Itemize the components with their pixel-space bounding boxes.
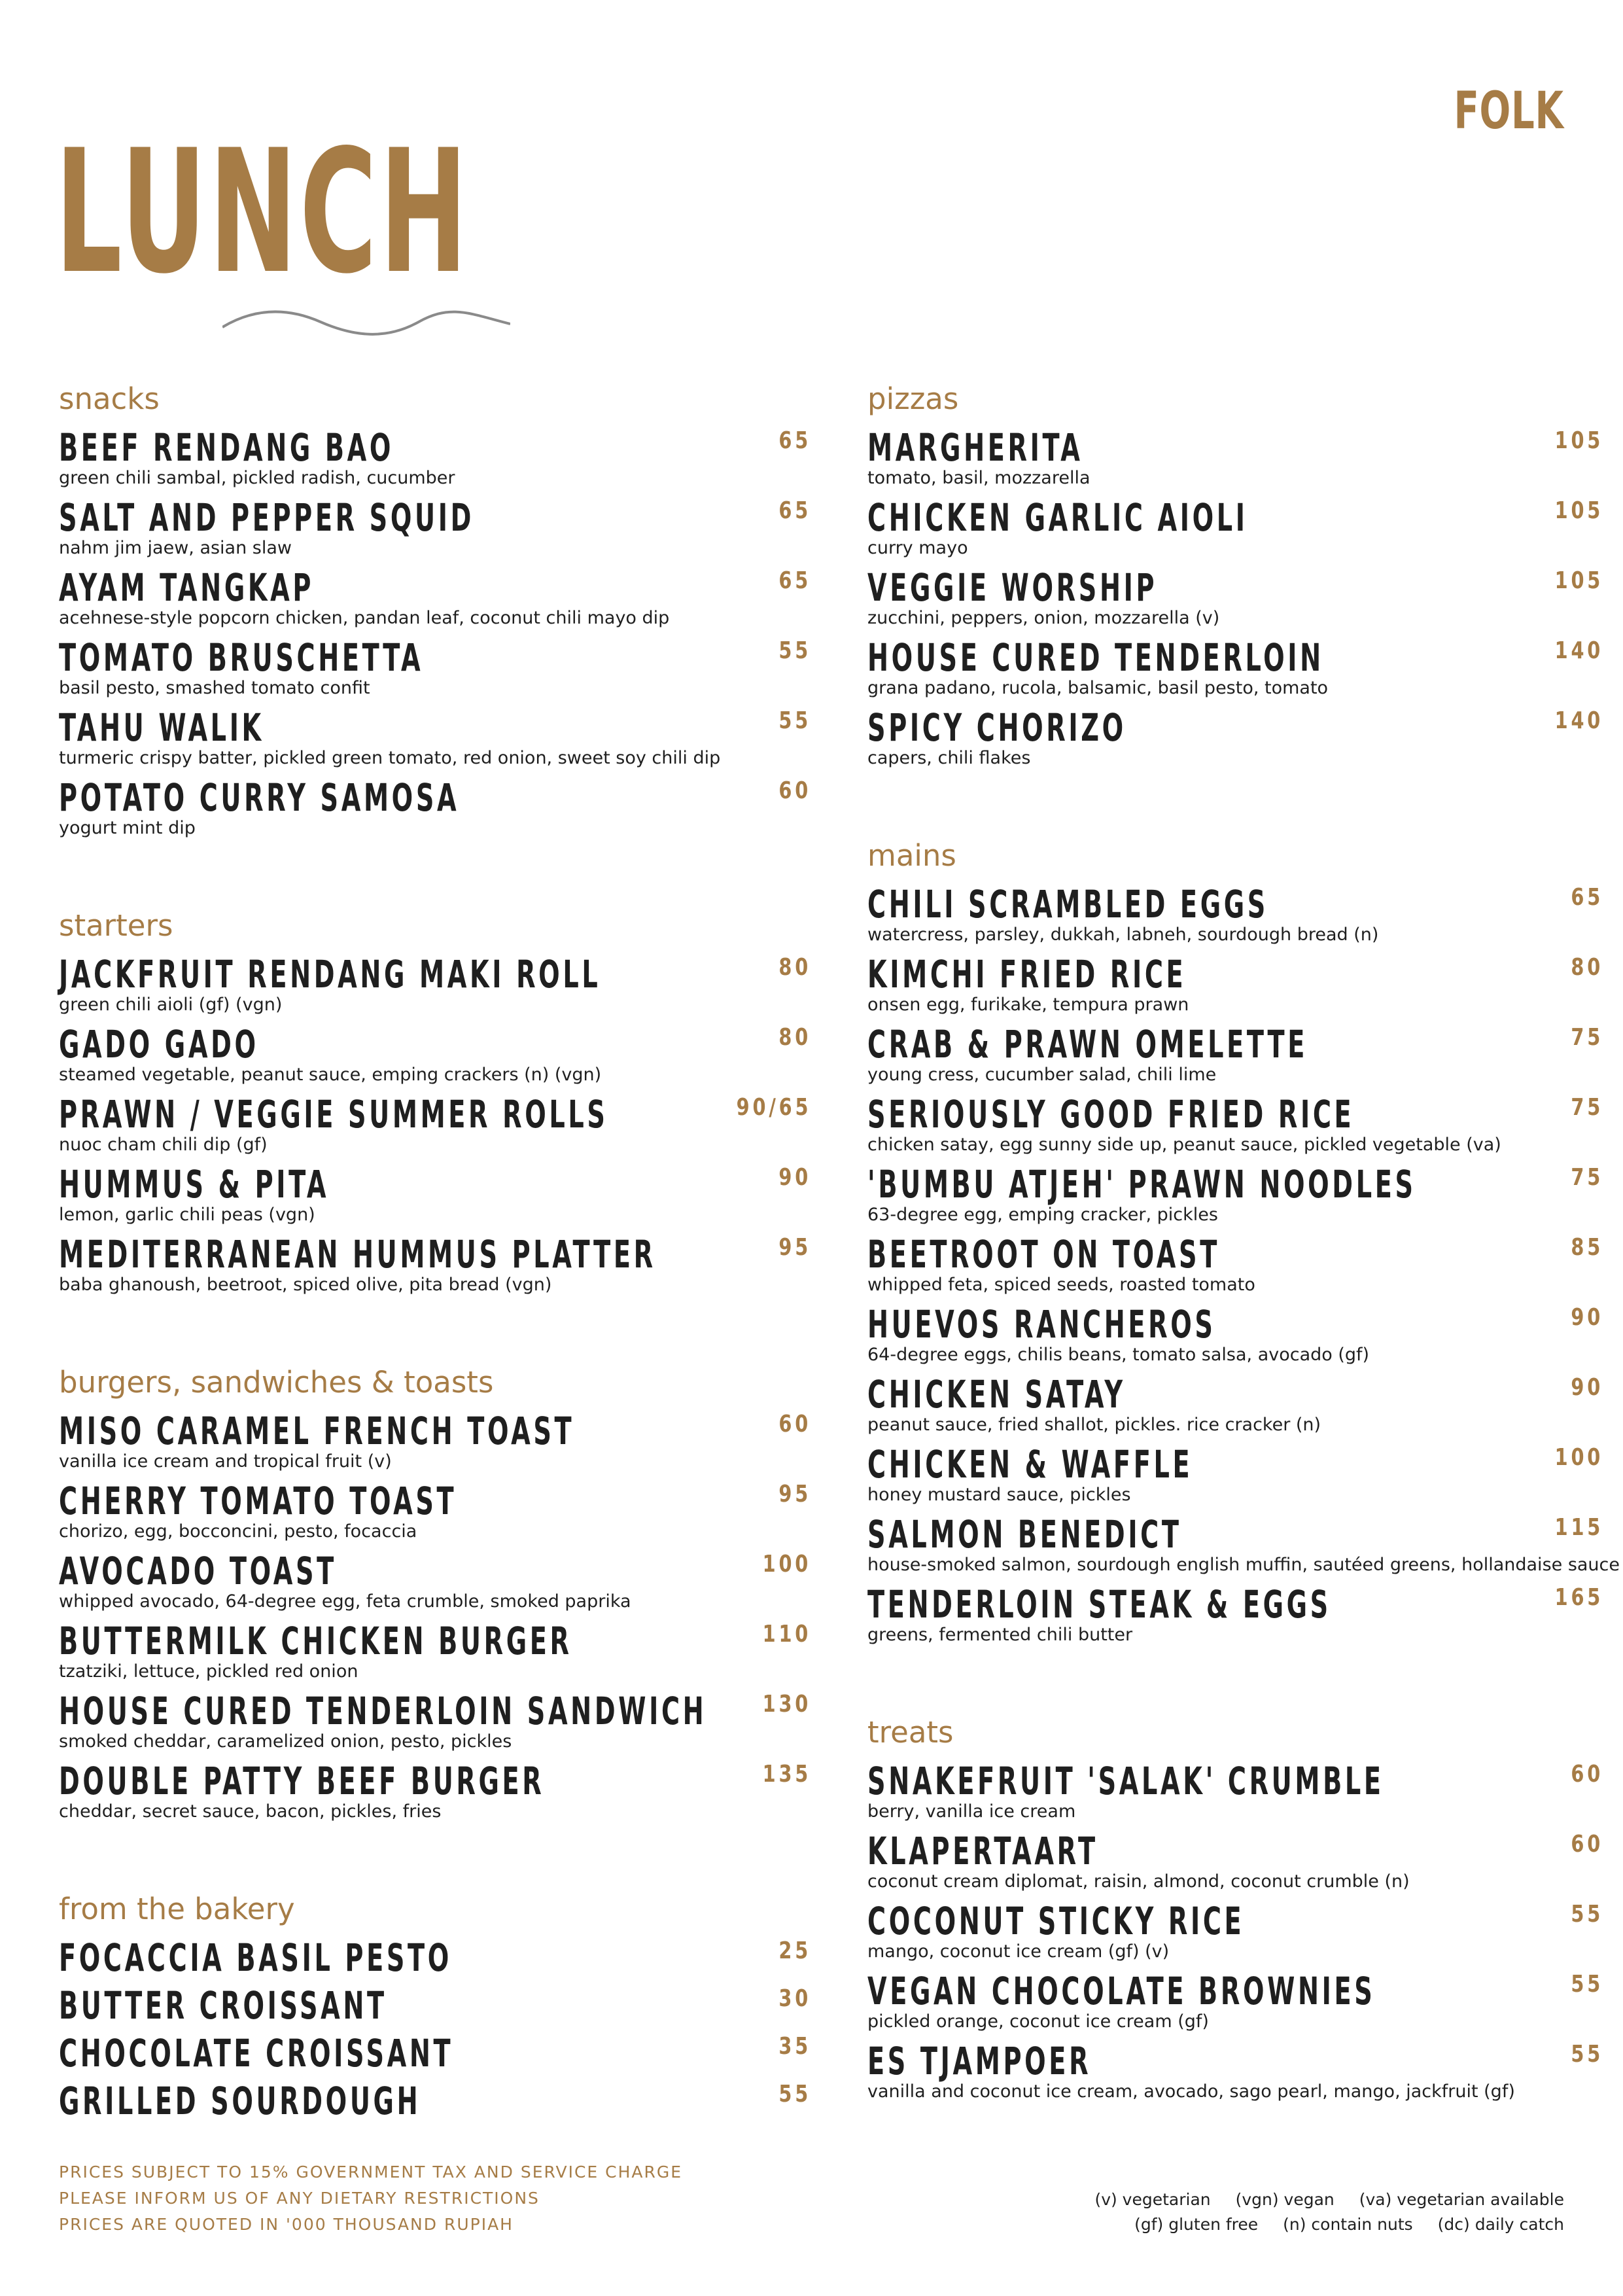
item-price: 130 (762, 1691, 811, 1718)
menu-item (867, 427, 1603, 497)
footer-note: PRICES ARE QUOTED IN '000 THOUSAND RUPIAH (59, 2215, 514, 2234)
item-name: SNAKEFRUIT 'SALAK' CRUMBLE (867, 1759, 1384, 1803)
item-price: 60 (778, 777, 811, 804)
menu-item (59, 1691, 811, 1761)
legend-row (1075, 2187, 1564, 2212)
item-price: 65 (778, 567, 811, 594)
section-title: pizzas (867, 381, 959, 416)
item-name: AVOCADO TOAST (59, 1549, 337, 1593)
menu-item (867, 1234, 1603, 1304)
item-price: 75 (1571, 1024, 1603, 1051)
left-column (59, 383, 811, 2128)
menu-item (59, 1024, 811, 1094)
legend-entry: (n) contain nuts (1283, 2215, 1413, 2234)
item-description: whipped feta, spiced seeds, roasted tomato (867, 1275, 1255, 1295)
item-name: TAHU WALIK (59, 705, 264, 750)
menu-item (867, 497, 1603, 567)
item-price: 80 (778, 1024, 811, 1051)
item-name: ES TJAMPOER (867, 2039, 1092, 2083)
item-description: yogurt mint dip (59, 818, 196, 838)
section-gap (59, 1831, 811, 1893)
legend-row (1075, 2212, 1564, 2237)
item-description: steamed vegetable, peanut sauce, emping crackers (n) (vgn) (59, 1065, 602, 1085)
menu-section (59, 1366, 811, 1831)
item-description: tzatziki, lettuce, pickled red onion (59, 1661, 358, 1682)
item-price: 90/65 (736, 1094, 811, 1121)
menu-section (59, 1893, 811, 2128)
item-name: BUTTER CROISSANT (59, 1983, 387, 2028)
section-title: mains (867, 838, 956, 873)
menu-item (59, 1937, 811, 1985)
item-description: basil pesto, smashed tomato confit (59, 678, 370, 698)
item-description: curry mayo (867, 538, 968, 558)
menu-item (867, 2041, 1603, 2111)
item-description: peanut sauce, fried shallot, pickles. rice cracker (n) (867, 1415, 1321, 1435)
item-description: nahm jim jaew, asian slaw (59, 538, 292, 558)
menu-item (867, 637, 1603, 707)
menu-item (867, 1831, 1603, 1901)
item-price: 55 (778, 707, 811, 734)
menu-item (59, 954, 811, 1024)
item-description: cheddar, secret sauce, bacon, pickles, fries (59, 1801, 442, 1822)
item-name: VEGAN CHOCOLATE BROWNIES (867, 1969, 1376, 2013)
menu-item (59, 1551, 811, 1621)
item-name: SALT AND PEPPER SQUID (59, 495, 474, 540)
item-name: TOMATO BRUSCHETTA (59, 635, 424, 680)
right-column (867, 381, 1620, 2111)
menu-section (59, 383, 811, 847)
item-description: turmeric crispy batter, pickled green tomato, red onion, sweet soy chili dip (59, 748, 721, 768)
menu-item (59, 567, 811, 637)
item-description: young cress, cucumber salad, chili lime (867, 1065, 1217, 1085)
item-price: 55 (778, 637, 811, 664)
menu-item (867, 1512, 1620, 1584)
item-name: GRILLED SOURDOUGH (59, 2079, 421, 2123)
section-title: burgers, sandwiches & toasts (59, 1365, 494, 1400)
item-name: BEETROOT ON TOAST (867, 1232, 1220, 1277)
item-price: 65 (778, 427, 811, 454)
item-description: pickled orange, coconut ice cream (gf) (867, 2011, 1209, 2032)
item-name: SPICY CHORIZO (867, 705, 1126, 750)
footer-note: PLEASE INFORM US OF ANY DIETARY RESTRICTIONS (59, 2189, 540, 2208)
item-name: COCONUT STICKY RICE (867, 1899, 1245, 1943)
menu-item (867, 567, 1603, 637)
menu-item (59, 1481, 811, 1551)
menu-item (867, 884, 1603, 954)
wave-divider (222, 308, 510, 340)
section-title: snacks (59, 381, 160, 416)
item-price: 140 (1554, 707, 1603, 734)
item-description: zucchini, peppers, onion, mozzarella (v) (867, 608, 1220, 628)
section-gap (867, 777, 1603, 839)
item-name: FOCACCIA BASIL PESTO (59, 1935, 452, 1980)
menu-item (59, 2033, 811, 2081)
item-name: CHICKEN SATAY (867, 1372, 1126, 1417)
menu-section (867, 838, 1620, 1654)
item-price: 60 (1571, 1761, 1603, 1788)
item-description: house-smoked salmon, sourdough english muffin, sautéed greens, hollandaise sauce (867, 1555, 1620, 1575)
menu-item (867, 1584, 1603, 1654)
item-name: KLAPERTAART (867, 1829, 1098, 1873)
item-price: 80 (778, 954, 811, 981)
menu-item (59, 1094, 811, 1164)
item-description: coconut cream diplomat, raisin, almond, coconut crumble (n) (867, 1871, 1410, 1892)
item-name: AYAM TANGKAP (59, 565, 315, 610)
item-name: HUMMUS & PITA (59, 1162, 330, 1207)
item-price: 65 (1571, 884, 1603, 911)
item-description: watercress, parsley, dukkah, labneh, sourdough bread (n) (867, 925, 1379, 945)
item-price: 80 (1571, 954, 1603, 981)
legend-entry: (dc) daily catch (1437, 2215, 1564, 2234)
item-price: 95 (778, 1234, 811, 1261)
item-name: CRAB & PRAWN OMELETTE (867, 1022, 1308, 1067)
legend-entry: (v) vegetarian (1094, 2190, 1211, 2209)
item-price: 90 (1571, 1374, 1603, 1401)
item-description: onsen egg, furikake, tempura prawn (867, 995, 1189, 1015)
item-price: 55 (778, 2081, 811, 2108)
item-name: DOUBLE PATTY BEEF BURGER (59, 1759, 545, 1803)
menu-item (59, 427, 811, 497)
item-price: 105 (1554, 427, 1603, 454)
section-title: starters (59, 908, 173, 943)
item-description: smoked cheddar, caramelized onion, pesto, pickles (59, 1731, 512, 1752)
item-name: BUTTERMILK CHICKEN BURGER (59, 1619, 572, 1663)
menu-item (867, 1164, 1603, 1234)
menu-item (867, 1971, 1603, 2041)
item-price: 100 (1554, 1444, 1603, 1471)
section-gap (59, 1304, 811, 1366)
menu-item (59, 777, 811, 847)
menu-item (59, 497, 811, 567)
menu-item (59, 1234, 811, 1304)
item-price: 100 (762, 1551, 811, 1578)
item-price: 55 (1571, 1901, 1603, 1928)
menu-item (59, 1164, 811, 1234)
item-description: vanilla ice cream and tropical fruit (v) (59, 1451, 392, 1472)
item-price: 65 (778, 497, 811, 524)
menu-item (867, 1374, 1603, 1444)
item-name: SERIOUSLY GOOD FRIED RICE (867, 1092, 1355, 1137)
item-price: 35 (778, 2033, 811, 2060)
menu-item (59, 1621, 811, 1691)
item-name: JACKFRUIT RENDANG MAKI ROLL (59, 952, 601, 997)
item-name: CHICKEN GARLIC AIOLI (867, 495, 1248, 540)
item-name: SALMON BENEDICT (867, 1512, 1182, 1557)
item-price: 105 (1554, 497, 1603, 524)
item-name: MARGHERITA (867, 425, 1083, 470)
menu-item (59, 1411, 811, 1481)
item-description: greens, fermented chili butter (867, 1625, 1133, 1645)
item-price: 30 (778, 1985, 811, 2012)
item-description: green chili aioli (gf) (vgn) (59, 995, 283, 1015)
item-price: 165 (1554, 1584, 1603, 1611)
menu-item (867, 1094, 1603, 1164)
item-name: HOUSE CURED TENDERLOIN (867, 635, 1324, 680)
item-description: chicken satay, egg sunny side up, peanut sauce, pickled vegetable (va) (867, 1135, 1501, 1155)
menu-item (59, 637, 811, 707)
item-price: 60 (1571, 1831, 1603, 1858)
item-description: lemon, garlic chili peas (vgn) (59, 1205, 315, 1225)
item-name: CHICKEN & WAFFLE (867, 1442, 1193, 1487)
item-price: 75 (1571, 1094, 1603, 1121)
item-name: KIMCHI FRIED RICE (867, 952, 1187, 997)
section-title: from the bakery (59, 1892, 295, 1926)
item-description: nuoc cham chili dip (gf) (59, 1135, 268, 1155)
item-name: BEEF RENDANG BAO (59, 425, 394, 470)
item-price: 90 (1571, 1304, 1603, 1331)
menu-section (59, 910, 811, 1304)
item-name: 'BUMBU ATJEH' PRAWN NOODLES (867, 1162, 1416, 1207)
item-description: whipped avocado, 64-degree egg, feta crumble, smoked paprika (59, 1591, 631, 1612)
menu-item (867, 1024, 1603, 1094)
menu-item (867, 1444, 1603, 1514)
legend-entry: (va) vegetarian available (1359, 2190, 1564, 2209)
item-description: vanilla and coconut ice cream, avocado, sago pearl, mango, jackfruit (gf) (867, 2081, 1515, 2102)
brand-logo: FOLK (1454, 82, 1564, 141)
menu-item (867, 707, 1603, 777)
menu-item (867, 1901, 1603, 1971)
item-price: 55 (1571, 2041, 1603, 2068)
section-gap (867, 1654, 1603, 1716)
item-name: CHERRY TOMATO TOAST (59, 1479, 457, 1523)
item-description: 64-degree eggs, chilis beans, tomato salsa, avocado (gf) (867, 1345, 1370, 1365)
item-price: 75 (1571, 1164, 1603, 1191)
menu-item (59, 1985, 811, 2033)
legend-entry: (gf) gluten free (1134, 2215, 1259, 2234)
item-price: 90 (778, 1164, 811, 1191)
dietary-legend (1075, 2187, 1564, 2237)
item-description: chorizo, egg, bocconcini, pesto, focaccia (59, 1521, 417, 1542)
item-description: tomato, basil, mozzarella (867, 468, 1091, 488)
page-title: LUNCH (55, 114, 470, 311)
menu-item (867, 1761, 1603, 1831)
section-title: treats (867, 1715, 954, 1750)
item-price: 60 (778, 1411, 811, 1438)
item-description: green chili sambal, pickled radish, cucumber (59, 468, 455, 488)
menu-item (59, 2081, 811, 2128)
menu-item (59, 1761, 811, 1831)
item-description: grana padano, rucola, balsamic, basil pesto, tomato (867, 678, 1329, 698)
item-name: MISO CARAMEL FRENCH TOAST (59, 1409, 575, 1453)
footer-note: PRICES SUBJECT TO 15% GOVERNMENT TAX AND SERVICE CHARGE (59, 2163, 683, 2181)
footer-notes (59, 2159, 682, 2238)
item-name: HOUSE CURED TENDERLOIN SANDWICH (59, 1689, 707, 1733)
item-name: VEGGIE WORSHIP (867, 565, 1158, 610)
item-name: HUEVOS RANCHEROS (867, 1302, 1216, 1347)
item-price: 110 (762, 1621, 811, 1648)
item-name: CHOCOLATE CROISSANT (59, 2031, 454, 2075)
legend-entry: (vgn) vegan (1235, 2190, 1335, 2209)
menu-section (867, 1716, 1603, 2111)
item-price: 115 (1554, 1514, 1603, 1541)
item-price: 25 (778, 1937, 811, 1964)
item-name: GADO GADO (59, 1022, 259, 1067)
item-description: capers, chili flakes (867, 748, 1031, 768)
item-price: 140 (1554, 637, 1603, 664)
item-price: 55 (1571, 1971, 1603, 1998)
item-name: CHILI SCRAMBLED EGGS (867, 882, 1268, 927)
item-name: PRAWN / VEGGIE SUMMER ROLLS (59, 1092, 608, 1137)
item-description: berry, vanilla ice cream (867, 1801, 1076, 1822)
section-gap (59, 847, 811, 910)
item-description: mango, coconut ice cream (gf) (v) (867, 1941, 1170, 1962)
menu-section (867, 383, 1603, 777)
item-description: acehnese-style popcorn chicken, pandan leaf, coconut chili mayo dip (59, 608, 670, 628)
item-name: MEDITERRANEAN HUMMUS PLATTER (59, 1232, 656, 1277)
item-description: honey mustard sauce, pickles (867, 1485, 1131, 1505)
item-description: baba ghanoush, beetroot, spiced olive, pita bread (vgn) (59, 1275, 552, 1295)
item-price: 95 (778, 1481, 811, 1508)
menu-item (867, 954, 1603, 1024)
menu-item (59, 707, 811, 777)
item-description: 63-degree egg, emping cracker, pickles (867, 1205, 1218, 1225)
item-price: 105 (1554, 567, 1603, 594)
menu-item (867, 1304, 1603, 1374)
item-price: 85 (1571, 1234, 1603, 1261)
item-name: POTATO CURRY SAMOSA (59, 775, 460, 820)
item-name: TENDERLOIN STEAK & EGGS (867, 1582, 1331, 1627)
item-price: 135 (762, 1761, 811, 1788)
